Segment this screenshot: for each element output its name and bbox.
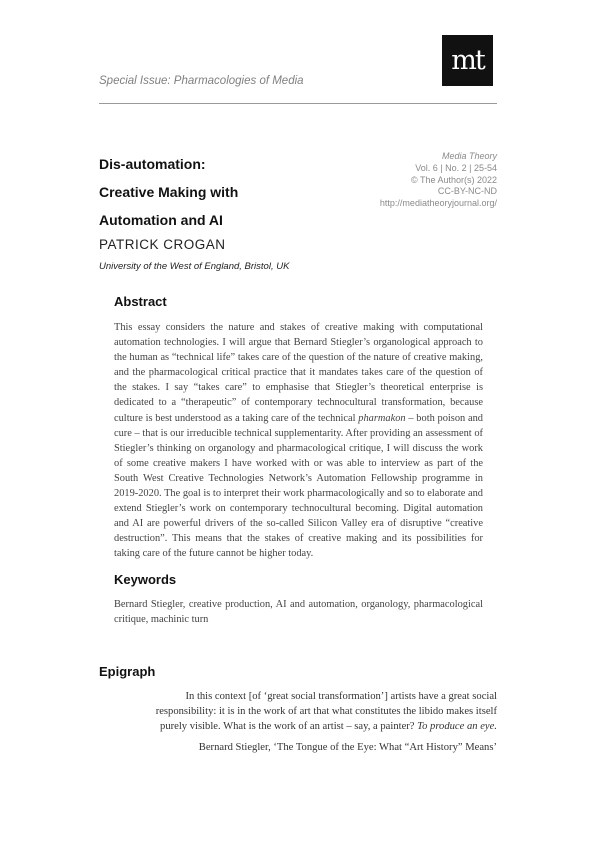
license: CC-BY-NC-ND — [437, 186, 497, 197]
epigraph-quote — [150, 689, 497, 735]
keywords-text: Bernard Stiegler, creative production, AI and automation, organology, pharmacological critique, machinic turn — [114, 599, 483, 626]
article-title-line-3: Automation and AI — [99, 212, 223, 228]
epigraph-source: Bernard Stiegler, ‘The Tongue of the Eye: What “Art History” Means’ — [198, 742, 497, 753]
article-title-line-2: Creative Making with — [99, 184, 239, 200]
journal-url[interactable]: http://mediatheoryjournal.org/ — [379, 198, 497, 209]
abstract-heading: Abstract — [114, 294, 167, 309]
abstract-text-italic: pharmakon — [358, 412, 406, 424]
abstract-text — [114, 320, 483, 562]
author-affiliation: University of the West of England, Bristol, UK — [99, 261, 290, 272]
special-issue-label: Special Issue: Pharmacologies of Media — [99, 75, 304, 87]
keywords-heading: Keywords — [114, 572, 177, 587]
volume-info: Vol. 6 | No. 2 | 25-54 — [415, 162, 497, 173]
header-divider — [99, 103, 497, 104]
copyright: © The Author(s) 2022 — [410, 174, 497, 185]
publication-meta — [380, 151, 497, 210]
article-title-line-1: Dis-automation: — [99, 156, 206, 172]
abstract-text-part-2: – both poison and cure – that is our irreducible technical supplementarity. After providing an assessment of Stiegler’s thinking on organology and pharmacological critique, I will discuss the work of some creative makers I have worked with or was able to interview as part of the South West Creative Technologies Network’s Automation Fellowship programme in 2019-2020. The goal is to interpret their work pharmacologically and so to elaborate and extend Stiegler’s work on contemporary technocultural becoming. Digital automation and AI are powerful drivers of the so-called Silicon Valley era of disruptive “creative destruction”. This means that the stakes of creative making and its possibilities for taking care of the future cannot be higher today. — [114, 412, 483, 560]
epigraph-quote-italic: To produce an eye. — [417, 721, 497, 733]
abstract-text-part-1: This essay considers the nature and stakes of creative making with computational automation technologies. I will argue that Bernard Stiegler’s organological approach to the human as “technical life” takes care of the question of the nature of creative making, and the pharmacological critical practice that it mandates takes care of the question of the stakes. I say “takes care” to emphasise that Stiegler’s theoretical enterprise is dedicated to a “therapeutic” of contemporary technocultural transformation, because culture is best understood as a taking care of the technical — [114, 322, 483, 424]
epigraph-heading: Epigraph — [99, 664, 156, 679]
journal-logo: mt — [442, 35, 493, 86]
author-name: PATRICK CROGAN — [99, 237, 226, 252]
journal-name: Media Theory — [441, 151, 497, 161]
epigraph-quote-text: In this context [of ‘great social transformation’] artists have a great social responsibility: it is in the work of art that what constitutes the libido makes itself purely visible. What is the work of an artist – say, a painter? — [155, 691, 497, 733]
title-block — [99, 150, 359, 272]
